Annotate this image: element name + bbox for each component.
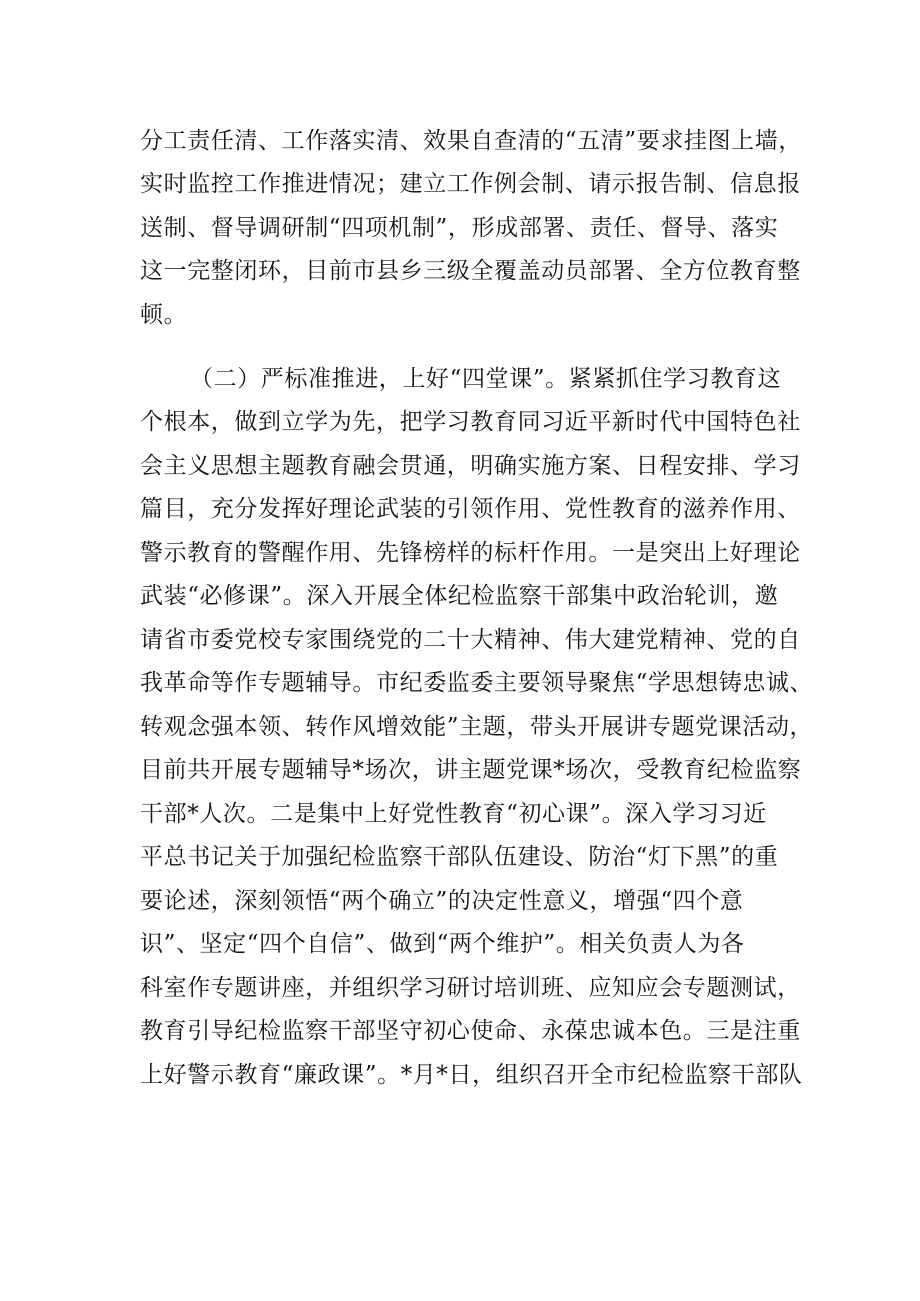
text-line: 平总书记关于加强纪检监察干部队伍建设、防治“灯下黑”的重 <box>140 844 779 870</box>
text-line: 要论述，深刻领悟“两个确立”的决定性意义，增强“四个意 <box>140 888 744 914</box>
text-line: 实时监控工作推进情况；建立工作例会制、请示报告制、信息报 <box>140 171 801 197</box>
text-line: 教育引导纪检监察干部坚守初心使命、永葆忠诚本色。三是注重 <box>140 1018 801 1044</box>
text-line: 会主义思想主题教育融会贯通，明确实施方案、日程安排、学习 <box>140 453 801 479</box>
text-line: 目前共开展专题辅导*场次，讲主题党课*场次，受教育纪检监察 <box>140 757 802 783</box>
text-line: 干部*人次。二是集中上好党性教育“初心课”。深入学习习近 <box>140 801 767 827</box>
text-line: 篇目，充分发挥好理论武装的引领作用、党性教育的滋养作用、 <box>140 496 801 522</box>
paragraph-heading-line: （二）严标准推进，上好“四堂课”。紧紧抓住学习教育这 <box>190 366 782 392</box>
text-line: 识”、坚定“四个自信”、做到“两个维护”。相关负责人为各 <box>140 931 745 957</box>
text-line: 这一完整闭环，目前市县乡三级全覆盖动员部署、全方位教育整 <box>140 258 801 284</box>
text-line: 送制、督导调研制“四项机制”，形成部署、责任、督导、落实 <box>140 215 779 241</box>
text-line: 请省市委党校专家围绕党的二十大精神、伟大建党精神、党的自 <box>140 627 801 653</box>
text-line: 顿。 <box>140 302 188 328</box>
text-line: 科室作专题讲座，并组织学习研讨培训班、应知应会专题测试， <box>140 975 801 1001</box>
text-line: 我革命等作专题辅导。市纪委监委主要领导聚焦“学思想铸忠诚、 <box>140 670 814 696</box>
text-line: 个根本，做到立学为先，把学习教育同习近平新时代中国特色社 <box>140 409 801 435</box>
text-line: 转观念强本领、转作风增效能”主题，带头开展讲专题党课活动， <box>140 714 814 740</box>
text-line: 警示教育的警醒作用、先锋榜样的标杆作用。一是突出上好理论 <box>140 540 801 566</box>
text-line: 分工责任清、工作落实清、效果自查清的“五清”要求挂图上墙， <box>140 128 802 154</box>
text-line: 武装“必修课”。深入开展全体纪检监察干部集中政治轮训，邀 <box>140 583 779 609</box>
text-line: 上好警示教育“廉政课”。*月*日，组织召开全市纪检监察干部队 <box>140 1062 803 1088</box>
